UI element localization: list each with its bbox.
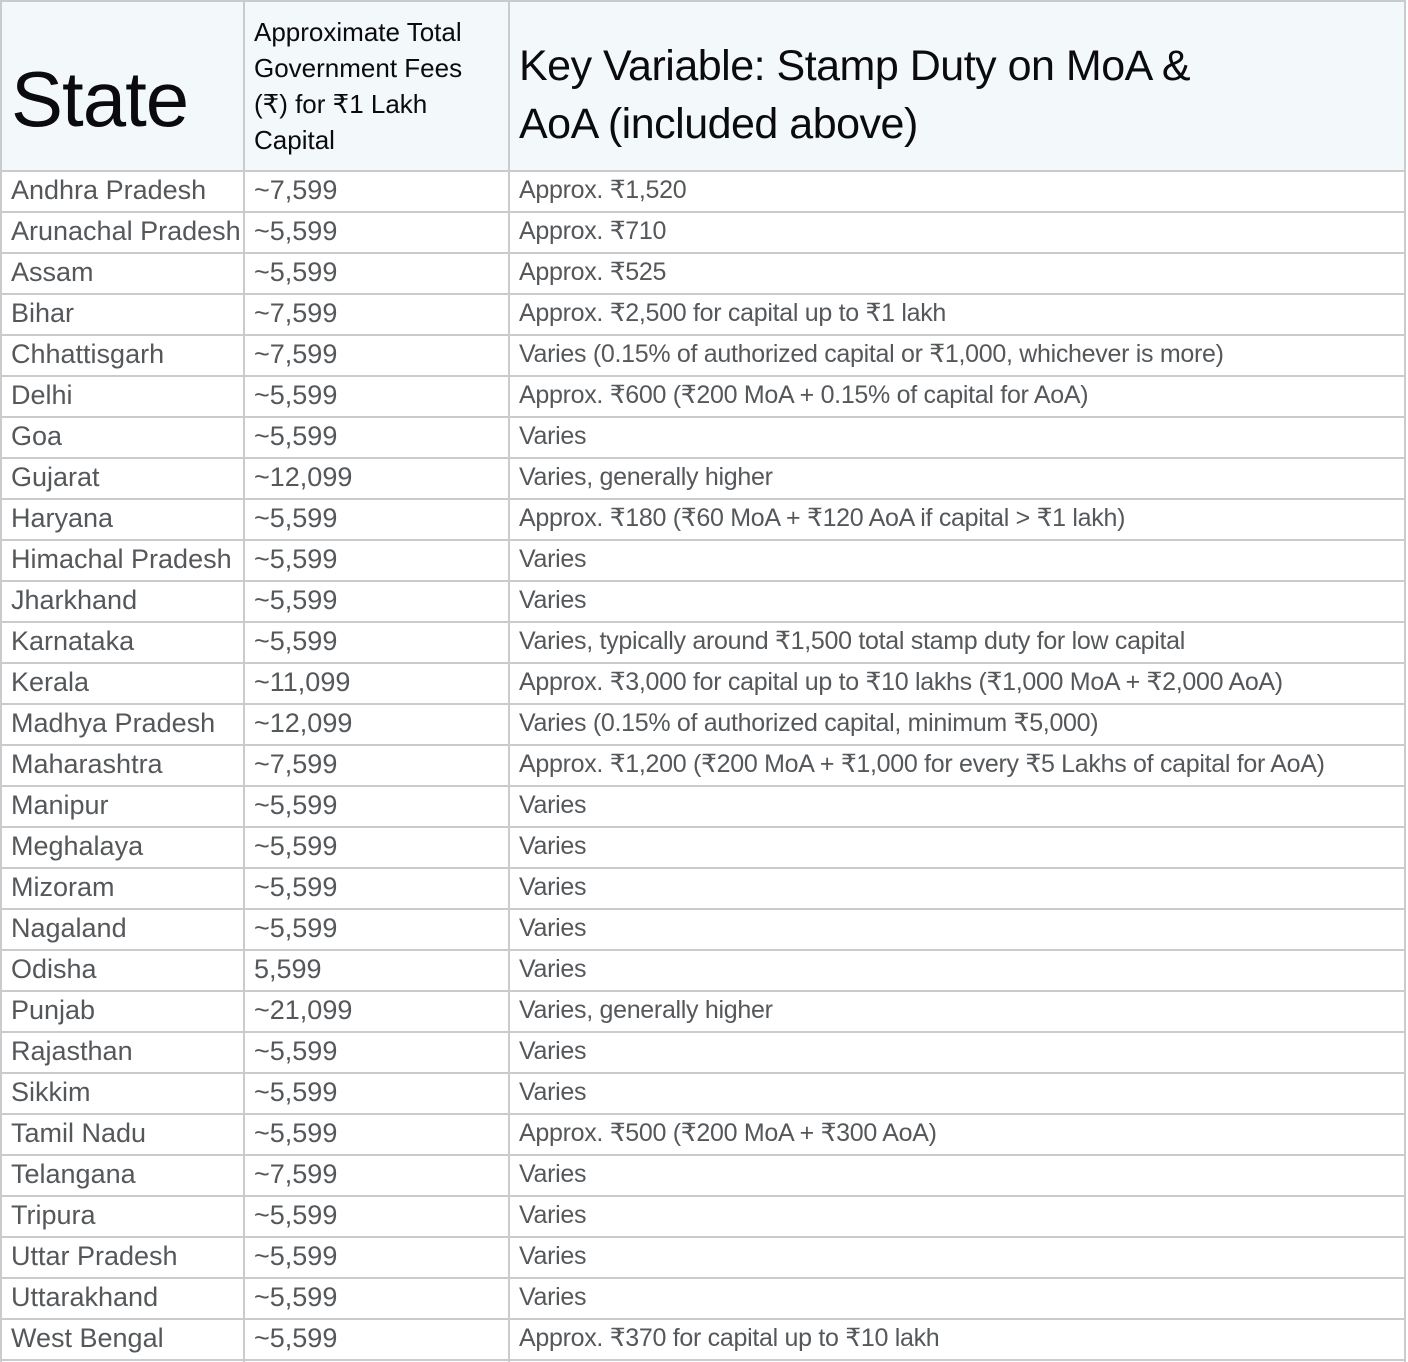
- key-variable-cell: Varies: [509, 868, 1405, 909]
- table-row: [1, 1032, 1405, 1073]
- table-row: [1, 868, 1405, 909]
- key-variable-cell: Varies (0.15% of authorized capital or ₹1,000, whichever is more): [509, 335, 1405, 376]
- fees-cell: ~7,599: [244, 745, 509, 786]
- table-row: [1, 663, 1405, 704]
- state-cell: Tripura: [1, 1196, 244, 1237]
- fees-cell: ~5,599: [244, 827, 509, 868]
- fees-cell: ~5,599: [244, 1073, 509, 1114]
- key-variable-cell: Varies: [509, 417, 1405, 458]
- key-variable-cell: Varies, generally higher: [509, 458, 1405, 499]
- table-row: [1, 827, 1405, 868]
- key-variable-cell: Varies: [509, 786, 1405, 827]
- fees-cell: ~5,599: [244, 1237, 509, 1278]
- fees-cell: ~5,599: [244, 786, 509, 827]
- key-variable-cell: Varies: [509, 1278, 1405, 1319]
- fees-cell: ~7,599: [244, 1155, 509, 1196]
- table-header: [1, 1, 1405, 171]
- table-row: [1, 540, 1405, 581]
- table-body: [1, 171, 1405, 1362]
- table-row: [1, 581, 1405, 622]
- state-cell: Uttar Pradesh: [1, 1237, 244, 1278]
- fees-header-line: Approximate Total: [254, 17, 462, 47]
- key-variable-header-line: Key Variable: Stamp Duty on MoA &: [519, 42, 1191, 90]
- table-row: [1, 704, 1405, 745]
- state-cell: Punjab: [1, 991, 244, 1032]
- state-cell: Tamil Nadu: [1, 1114, 244, 1155]
- fees-cell: ~5,599: [244, 1278, 509, 1319]
- key-variable-cell: Approx. ₹600 (₹200 MoA + 0.15% of capital for AoA): [509, 376, 1405, 417]
- key-variable-cell: Approx. ₹370 for capital up to ₹10 lakh: [509, 1319, 1405, 1360]
- fees-cell: ~7,599: [244, 335, 509, 376]
- fees-cell: ~5,599: [244, 581, 509, 622]
- table-row: [1, 1237, 1405, 1278]
- state-cell: Maharashtra: [1, 745, 244, 786]
- fees-column-header: [244, 1, 509, 171]
- state-column-header: State: [1, 1, 244, 171]
- table-row: [1, 376, 1405, 417]
- state-cell: Assam: [1, 253, 244, 294]
- table-row: [1, 171, 1405, 212]
- key-variable-cell: Approx. ₹500 (₹200 MoA + ₹300 AoA): [509, 1114, 1405, 1155]
- key-variable-cell: Varies: [509, 540, 1405, 581]
- state-cell: Mizoram: [1, 868, 244, 909]
- fees-cell: ~11,099: [244, 663, 509, 704]
- fees-cell: ~5,599: [244, 622, 509, 663]
- fees-cell: ~5,599: [244, 868, 509, 909]
- state-cell: Chhattisgarh: [1, 335, 244, 376]
- key-variable-cell: Approx. ₹525: [509, 253, 1405, 294]
- table-row: [1, 294, 1405, 335]
- state-cell: Karnataka: [1, 622, 244, 663]
- table-row: [1, 335, 1405, 376]
- key-variable-cell: Approx. ₹2,500 for capital up to ₹1 lakh: [509, 294, 1405, 335]
- fees-cell: ~7,599: [244, 171, 509, 212]
- state-cell: Arunachal Pradesh: [1, 212, 244, 253]
- fees-cell: ~5,599: [244, 499, 509, 540]
- key-variable-cell: Varies: [509, 581, 1405, 622]
- fees-cell: ~5,599: [244, 212, 509, 253]
- fees-cell: ~21,099: [244, 991, 509, 1032]
- table-row: [1, 1155, 1405, 1196]
- fees-cell: ~5,599: [244, 417, 509, 458]
- state-cell: Delhi: [1, 376, 244, 417]
- key-variable-cell: Varies (0.15% of authorized capital, minimum ₹5,000): [509, 704, 1405, 745]
- key-variable-cell: Approx. ₹1,200 (₹200 MoA + ₹1,000 for every ₹5 Lakhs of capital for AoA): [509, 745, 1405, 786]
- state-cell: Nagaland: [1, 909, 244, 950]
- key-variable-cell: Approx. ₹1,520: [509, 171, 1405, 212]
- state-cell: West Bengal: [1, 1319, 244, 1360]
- fees-cell: ~5,599: [244, 1319, 509, 1360]
- key-variable-cell: Varies: [509, 1196, 1405, 1237]
- key-variable-cell: Varies: [509, 950, 1405, 991]
- key-variable-cell: Varies: [509, 1237, 1405, 1278]
- key-variable-cell: Approx. ₹3,000 for capital up to ₹10 lakhs (₹1,000 MoA + ₹2,000 AoA): [509, 663, 1405, 704]
- state-cell: Goa: [1, 417, 244, 458]
- table-row: [1, 622, 1405, 663]
- table-row: [1, 253, 1405, 294]
- state-cell: Himachal Pradesh: [1, 540, 244, 581]
- fees-cell: ~5,599: [244, 909, 509, 950]
- table-row: [1, 1278, 1405, 1319]
- table-row: [1, 991, 1405, 1032]
- table-row: [1, 909, 1405, 950]
- key-variable-cell: Varies: [509, 1032, 1405, 1073]
- state-cell: Rajasthan: [1, 1032, 244, 1073]
- key-variable-cell: Varies, generally higher: [509, 991, 1405, 1032]
- key-variable-cell: Approx. ₹710: [509, 212, 1405, 253]
- state-cell: Odisha: [1, 950, 244, 991]
- fees-cell: ~7,599: [244, 294, 509, 335]
- table-row: [1, 745, 1405, 786]
- state-cell: Uttarakhand: [1, 1278, 244, 1319]
- key-variable-cell: Varies: [509, 909, 1405, 950]
- fees-cell: ~5,599: [244, 540, 509, 581]
- table-row: [1, 212, 1405, 253]
- state-cell: Jharkhand: [1, 581, 244, 622]
- header-row: [1, 1, 1405, 171]
- state-cell: Bihar: [1, 294, 244, 335]
- fees-cell: ~5,599: [244, 1114, 509, 1155]
- fees-cell: ~12,099: [244, 458, 509, 499]
- fees-header-line: Government Fees: [254, 53, 463, 83]
- key-variable-cell: Approx. ₹180 (₹60 MoA + ₹120 AoA if capital > ₹1 lakh): [509, 499, 1405, 540]
- fees-cell: ~5,599: [244, 376, 509, 417]
- key-variable-header-line: AoA (included above): [519, 100, 918, 148]
- state-cell: Manipur: [1, 786, 244, 827]
- table-row: [1, 1114, 1405, 1155]
- fees-header-line: Capital: [254, 125, 335, 155]
- table-row: [1, 417, 1405, 458]
- fees-header-line: (₹) for ₹1 Lakh: [254, 89, 428, 119]
- key-variable-cell: Varies: [509, 1155, 1405, 1196]
- fees-cell: ~5,599: [244, 253, 509, 294]
- key-variable-column-header: [509, 1, 1405, 171]
- key-variable-cell: Varies, typically around ₹1,500 total stamp duty for low capital: [509, 622, 1405, 663]
- fees-cell: 5,599: [244, 950, 509, 991]
- table-row: [1, 1319, 1405, 1360]
- table-row: [1, 1073, 1405, 1114]
- table-row: [1, 950, 1405, 991]
- state-cell: Gujarat: [1, 458, 244, 499]
- state-cell: Telangana: [1, 1155, 244, 1196]
- table-row: [1, 458, 1405, 499]
- state-cell: Haryana: [1, 499, 244, 540]
- table-row: [1, 786, 1405, 827]
- state-cell: Madhya Pradesh: [1, 704, 244, 745]
- fees-cell: ~5,599: [244, 1196, 509, 1237]
- state-cell: Kerala: [1, 663, 244, 704]
- state-cell: Sikkim: [1, 1073, 244, 1114]
- key-variable-cell: Varies: [509, 1073, 1405, 1114]
- state-cell: Andhra Pradesh: [1, 171, 244, 212]
- fees-cell: ~12,099: [244, 704, 509, 745]
- fees-cell: ~5,599: [244, 1032, 509, 1073]
- state-cell: Meghalaya: [1, 827, 244, 868]
- table-row: [1, 499, 1405, 540]
- key-variable-cell: Varies: [509, 827, 1405, 868]
- table-row: [1, 1196, 1405, 1237]
